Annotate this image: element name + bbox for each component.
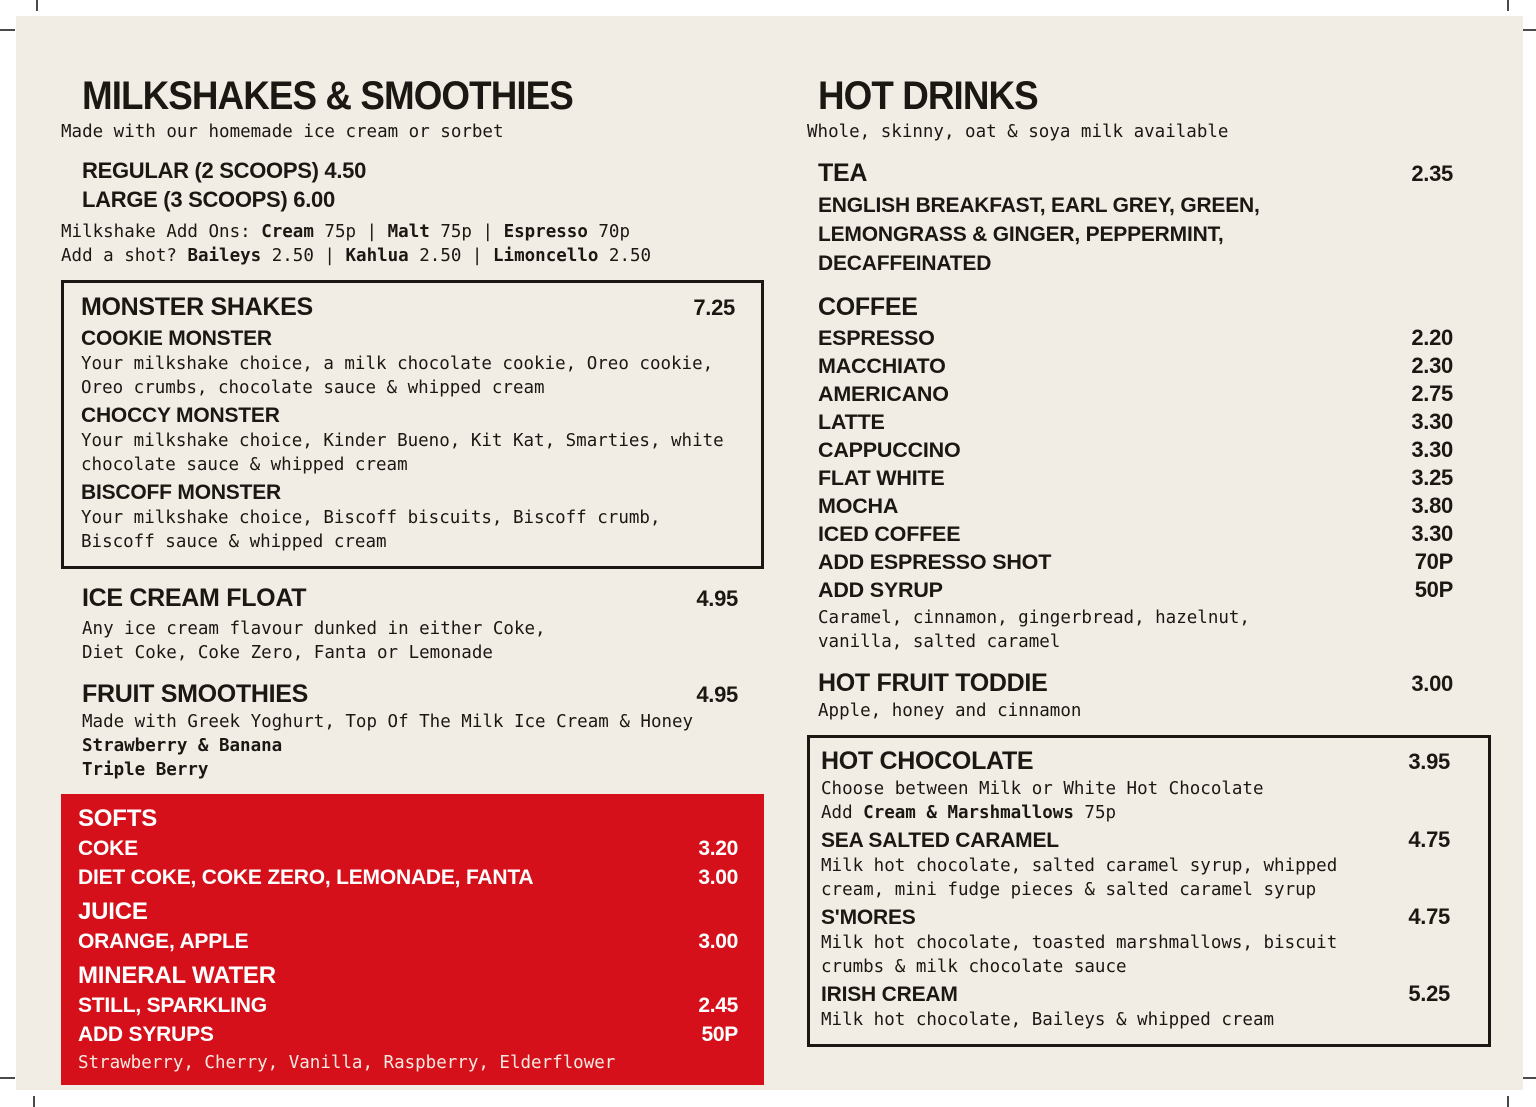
item-name: ESPRESSO	[818, 326, 935, 350]
crop-mark	[1521, 29, 1536, 31]
item-description: Apple, honey and cinnamon	[818, 701, 1082, 721]
item-name: DIET COKE, COKE ZERO, LEMONADE, FANTA	[78, 866, 534, 889]
menu-row	[818, 436, 1453, 464]
menu-row	[818, 520, 1453, 548]
item-name: IRISH CREAM	[821, 983, 958, 1006]
item-description: Made with Greek Yoghurt, Top Of The Milk Ice Cream & Honey	[82, 712, 694, 732]
section-title-hot-drinks: HOT DRINKS	[818, 74, 1038, 118]
smoothie-flavour: Strawberry & Banana	[82, 736, 283, 756]
item-name: ICED COFFEE	[818, 522, 961, 546]
item-price: 70P	[1414, 549, 1453, 574]
hot-fruit-toddie-section	[818, 668, 1453, 723]
item-price: 2.35	[1411, 161, 1453, 186]
item-name: FLAT WHITE	[818, 466, 945, 490]
hot-chocolate-title: HOT CHOCOLATE	[821, 747, 1034, 775]
mineral-water-title: MINERAL WATER	[78, 962, 276, 989]
milkshakes-subtitle: Made with our homemade ice cream or sorbet	[61, 122, 504, 142]
item-header	[821, 979, 1450, 1008]
menu-row	[78, 863, 738, 892]
item-price: 2.45	[698, 994, 738, 1017]
menu-row	[818, 380, 1453, 408]
coffee-list	[818, 324, 1453, 604]
item-name: STILL, SPARKLING	[78, 994, 267, 1017]
menu-sheet	[16, 16, 1523, 1090]
item-price: 5.25	[1408, 981, 1450, 1006]
hot-chocolate-addon-line: Add Cream & Marshmallows 75p	[821, 803, 1117, 823]
menu-item	[821, 979, 1450, 1032]
item-description: Your milkshake choice, Biscoff biscuits, Biscoff crumb, Biscoff sauce & whipped cream	[81, 508, 661, 552]
item-name: HOT FRUIT TODDIE	[818, 669, 1048, 697]
softs-box	[61, 794, 764, 1085]
smoothie-flavour: Triple Berry	[82, 760, 209, 780]
crop-mark	[1507, 1096, 1509, 1107]
item-price: 3.30	[1411, 437, 1453, 462]
syrup-flavours: Strawberry, Cherry, Vanilla, Raspberry, Elderflower	[78, 1053, 616, 1073]
tea-varieties: ENGLISH BREAKFAST, EARL GREY, GREEN, LEMONGRASS & GINGER, PEPPERMINT, DECAFFEINATED	[818, 194, 1260, 275]
milkshake-addons-line: Milkshake Add Ons: Cream 75p | Malt 75p | Espresso 70p	[61, 222, 631, 242]
menu-row	[78, 991, 738, 1020]
hot-chocolate-box	[807, 735, 1491, 1047]
item-name: TEA	[818, 159, 868, 187]
item-description: Your milkshake choice, Kinder Bueno, Kit Kat, Smarties, white chocolate sauce & whipped cream	[81, 431, 724, 475]
monster-shakes-price: 7.25	[693, 295, 735, 320]
item-name: LATTE	[818, 410, 885, 434]
item-price: 4.75	[1408, 827, 1450, 852]
item-name: ADD SYRUPS	[78, 1023, 214, 1046]
item-price: 4.95	[696, 682, 738, 707]
item-price: 2.20	[1411, 325, 1453, 350]
milkshake-shots-line: Add a shot? Baileys 2.50 | Kahlua 2.50 | Limoncello 2.50	[61, 246, 652, 266]
coffee-title: COFFEE	[818, 293, 918, 321]
menu-item	[81, 403, 735, 477]
item-name: ORANGE, APPLE	[78, 930, 249, 953]
menu-row	[818, 576, 1453, 604]
size-large: LARGE (3 SCOOPS) 6.00	[82, 187, 335, 212]
item-price: 3.25	[1411, 465, 1453, 490]
item-price: 3.30	[1411, 521, 1453, 546]
item-price: 3.95	[1408, 749, 1450, 774]
item-name: CHOCCY MONSTER	[81, 404, 280, 427]
menu-item	[81, 480, 735, 554]
crop-mark	[0, 29, 15, 31]
item-name: MOCHA	[818, 494, 899, 518]
item-description: Choose between Milk or White Hot Chocolate	[821, 779, 1264, 799]
item-name: ICE CREAM FLOAT	[82, 584, 307, 612]
item-name: CAPPUCCINO	[818, 438, 961, 462]
fruit-smoothies-header	[82, 679, 738, 710]
menu-row	[818, 548, 1453, 576]
toddie-header	[818, 668, 1453, 699]
monster-shakes-header	[81, 292, 735, 323]
softs-title: SOFTS	[78, 805, 158, 832]
crop-mark	[36, 0, 38, 11]
monster-shakes-box	[61, 280, 764, 569]
menu-item	[81, 326, 735, 400]
crop-mark	[33, 1096, 35, 1107]
item-price: 3.80	[1411, 493, 1453, 518]
item-header	[821, 825, 1450, 854]
juice-title: JUICE	[78, 898, 148, 925]
item-name: S'MORES	[821, 906, 916, 929]
tea-header	[818, 158, 1453, 189]
fruit-smoothies-section	[82, 679, 738, 782]
menu-item	[821, 825, 1450, 902]
coffee-section	[818, 292, 1453, 654]
menu-row	[78, 834, 738, 863]
item-description: Any ice cream flavour dunked in either Coke, Diet Coke, Coke Zero, Fanta or Lemonade	[82, 619, 546, 663]
item-name: ADD SYRUP	[818, 578, 943, 602]
menu-row	[818, 324, 1453, 352]
hot-drinks-column	[807, 74, 1491, 1047]
item-price: 50P	[1414, 577, 1453, 602]
item-price: 4.75	[1408, 904, 1450, 929]
crop-mark	[1521, 1077, 1536, 1079]
item-price: 3.20	[698, 837, 738, 860]
tea-section	[818, 158, 1453, 278]
item-price: 2.75	[1411, 381, 1453, 406]
size-regular: REGULAR (2 SCOOPS) 4.50	[82, 158, 367, 183]
item-price: 3.30	[1411, 409, 1453, 434]
coffee-syrup-flavours: Caramel, cinnamon, gingerbread, hazelnut, vanilla, salted caramel	[818, 608, 1250, 652]
item-name: ADD ESPRESSO SHOT	[818, 550, 1052, 574]
item-name: SEA SALTED CARAMEL	[821, 829, 1059, 852]
section-title-milkshakes: MILKSHAKES & SMOOTHIES	[82, 74, 573, 118]
ice-cream-float-section	[82, 583, 738, 665]
hot-drinks-subtitle: Whole, skinny, oat & soya milk available	[807, 122, 1229, 142]
ice-cream-float-header	[82, 583, 738, 614]
item-description: Your milkshake choice, a milk chocolate cookie, Oreo cookie, Oreo crumbs, chocolate sauce & whipped cream	[81, 354, 714, 398]
menu-row	[78, 1020, 738, 1049]
item-header	[821, 902, 1450, 931]
item-name: AMERICANO	[818, 382, 949, 406]
milkshakes-column	[61, 74, 764, 1085]
milkshake-sizes	[82, 156, 738, 214]
item-name: COKE	[78, 837, 138, 860]
monster-shakes-title: MONSTER SHAKES	[81, 293, 313, 321]
item-price: 3.00	[1411, 671, 1453, 696]
menu-row	[78, 927, 738, 956]
item-description: Milk hot chocolate, salted caramel syrup, whipped cream, mini fudge pieces & salted caramel syrup	[821, 856, 1338, 900]
item-price: 3.00	[698, 866, 738, 889]
item-price: 2.30	[1411, 353, 1453, 378]
menu-row	[818, 492, 1453, 520]
menu-row	[818, 464, 1453, 492]
menu-row	[818, 408, 1453, 436]
item-price: 3.00	[698, 930, 738, 953]
item-description: Milk hot chocolate, toasted marshmallows, biscuit crumbs & milk chocolate sauce	[821, 933, 1338, 977]
crop-mark	[1507, 0, 1509, 11]
item-price: 50P	[701, 1023, 738, 1046]
menu-row	[818, 352, 1453, 380]
item-description: Milk hot chocolate, Baileys & whipped cream	[821, 1010, 1275, 1030]
hot-chocolate-header	[821, 746, 1450, 777]
item-price: 4.95	[696, 586, 738, 611]
item-name: COOKIE MONSTER	[81, 327, 272, 350]
menu-item	[821, 902, 1450, 979]
item-name: BISCOFF MONSTER	[81, 481, 281, 504]
item-name: FRUIT SMOOTHIES	[82, 680, 309, 708]
item-name: MACCHIATO	[818, 354, 946, 378]
crop-mark	[0, 1077, 15, 1079]
